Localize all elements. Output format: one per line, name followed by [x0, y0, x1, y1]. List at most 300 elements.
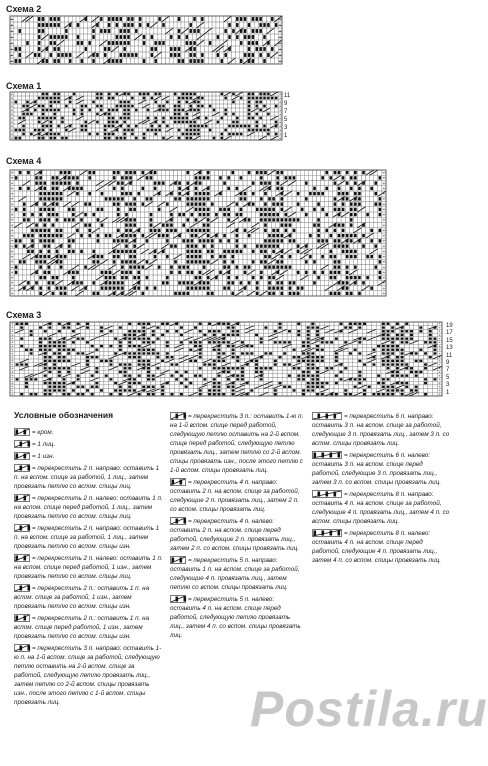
- purl-stitch-mark: [162, 281, 165, 284]
- purl-stitch-mark: [178, 192, 181, 195]
- purl-stitch-mark: [280, 239, 283, 242]
- purl-stitch-mark: [297, 218, 300, 221]
- purl-stitch-mark: [260, 271, 263, 274]
- purl-stitch-mark: [39, 229, 42, 232]
- purl-stitch-mark: [205, 117, 207, 120]
- purl-stitch-mark: [189, 41, 191, 45]
- purl-stitch-mark: [53, 113, 55, 116]
- purl-stitch-mark: [240, 208, 243, 211]
- purl-stitch-mark: [121, 271, 124, 274]
- purl-stitch-mark: [150, 171, 153, 174]
- purl-stitch-mark: [76, 271, 79, 274]
- purl-stitch-mark: [105, 197, 108, 200]
- purl-stitch-mark: [76, 176, 79, 179]
- purl-stitch-mark: [123, 133, 125, 136]
- purl-stitch-mark: [201, 17, 203, 21]
- purl-stitch-mark: [275, 125, 277, 128]
- purl-stitch-mark: [338, 234, 341, 237]
- purl-stitch-mark: [127, 53, 129, 57]
- edge-stitch-mark: +: [10, 270, 14, 277]
- purl-stitch-mark: [236, 239, 239, 242]
- purl-stitch-mark: [166, 125, 168, 128]
- purl-stitch-mark: [285, 218, 288, 221]
- purl-stitch-mark: [162, 181, 165, 184]
- purl-stitch-mark: [174, 121, 176, 124]
- purl-stitch-mark: [166, 229, 169, 232]
- purl-stitch-mark: [244, 265, 247, 268]
- purl-stitch-mark: [268, 187, 271, 190]
- purl-stitch-mark: [236, 234, 239, 237]
- purl-stitch-mark: [268, 208, 271, 211]
- purl-stitch-mark: [195, 260, 198, 263]
- purl-stitch-mark: [81, 109, 83, 112]
- purl-stitch-mark: [56, 260, 59, 263]
- purl-stitch-mark: [189, 105, 191, 108]
- purl-stitch-mark: [199, 213, 202, 216]
- purl-stitch-mark: [248, 105, 250, 108]
- purl-stitch-mark: [60, 255, 63, 258]
- purl-stitch-mark: [166, 276, 169, 279]
- purl-stitch-mark: [186, 113, 188, 116]
- purl-stitch-mark: [182, 121, 184, 124]
- edge-stitch-mark: +: [10, 275, 14, 282]
- purl-stitch-mark: [92, 255, 95, 258]
- purl-stitch-mark: [350, 218, 353, 221]
- purl-stitch-mark: [379, 197, 382, 200]
- purl-stitch-mark: [203, 208, 206, 211]
- purl-stitch-mark: [186, 187, 189, 190]
- purl-stitch-mark: [117, 213, 120, 216]
- purl-stitch-mark: [252, 93, 254, 96]
- purl-stitch-mark: [131, 97, 133, 100]
- purl-stitch-mark: [248, 93, 250, 96]
- purl-stitch-mark: [280, 250, 283, 253]
- edge-stitch-mark: +: [10, 196, 14, 203]
- purl-stitch-mark: [38, 121, 40, 124]
- purl-stitch-mark: [224, 97, 226, 100]
- purl-stitch-mark: [68, 208, 71, 211]
- purl-stitch-mark: [223, 234, 226, 237]
- row-number: 7: [284, 109, 288, 115]
- purl-stitch-mark: [338, 171, 341, 174]
- purl-stitch-mark: [42, 23, 44, 27]
- purl-stitch-mark: [123, 41, 125, 45]
- purl-stitch-mark: [92, 29, 94, 33]
- purl-stitch-mark: [68, 218, 71, 221]
- purl-stitch-mark: [50, 17, 52, 21]
- purl-stitch-mark: [174, 53, 176, 57]
- purl-stitch-mark: [271, 97, 273, 100]
- purl-stitch-mark: [297, 250, 300, 253]
- purl-stitch-mark: [154, 93, 156, 96]
- purl-stitch-mark: [174, 197, 177, 200]
- row-number: 9: [284, 101, 288, 107]
- purl-stitch-mark: [362, 244, 365, 247]
- edge-stitch-mark: +: [10, 47, 14, 54]
- purl-stitch-mark: [116, 41, 118, 45]
- purl-stitch-mark: [342, 176, 345, 179]
- purl-stitch-mark: [127, 125, 129, 128]
- purl-stitch-mark: [201, 125, 203, 128]
- purl-stitch-mark: [48, 271, 51, 274]
- purl-stitch-mark: [131, 133, 133, 136]
- purl-stitch-mark: [48, 250, 51, 253]
- purl-stitch-mark: [317, 223, 320, 226]
- purl-stitch-mark: [366, 255, 369, 258]
- purl-stitch-mark: [129, 171, 132, 174]
- purl-stitch-mark: [151, 35, 153, 39]
- purl-stitch-mark: [268, 255, 271, 258]
- purl-stitch-mark: [317, 229, 320, 232]
- purl-stitch-mark: [116, 129, 118, 132]
- purl-stitch-mark: [248, 117, 250, 120]
- purl-stitch-mark: [350, 176, 353, 179]
- purl-stitch-mark: [127, 17, 129, 21]
- purl-stitch-mark: [127, 29, 129, 33]
- purl-stitch-mark: [19, 239, 22, 242]
- purl-stitch-mark: [42, 17, 44, 21]
- purl-stitch-mark: [174, 260, 177, 263]
- purl-stitch-mark: [199, 281, 202, 284]
- purl-stitch-mark: [154, 121, 156, 124]
- purl-stitch-mark: [321, 208, 324, 211]
- purl-stitch-mark: [362, 234, 365, 237]
- purl-stitch-mark: [248, 171, 251, 174]
- edge-stitch-mark: +: [10, 112, 14, 117]
- edge-stitch-mark: +: [278, 59, 282, 66]
- purl-stitch-mark: [301, 208, 304, 211]
- purl-stitch-mark: [272, 213, 275, 216]
- purl-stitch-mark: [48, 213, 51, 216]
- purl-stitch-mark: [252, 181, 255, 184]
- purl-stitch-mark: [42, 105, 44, 108]
- purl-stitch-mark: [125, 244, 128, 247]
- purl-stitch-mark: [125, 239, 128, 242]
- purl-stitch-mark: [178, 181, 181, 184]
- purl-stitch-mark: [272, 250, 275, 253]
- purl-stitch-mark: [280, 202, 283, 205]
- purl-stitch-mark: [203, 223, 206, 226]
- purl-stitch-mark: [81, 41, 83, 45]
- purl-stitch-mark: [133, 218, 136, 221]
- purl-stitch-mark: [256, 101, 258, 104]
- purl-stitch-mark: [178, 213, 181, 216]
- purl-stitch-mark: [117, 239, 120, 242]
- purl-stitch-mark: [146, 276, 149, 279]
- purl-stitch-mark: [236, 187, 239, 190]
- purl-stitch-mark: [197, 125, 199, 128]
- purl-stitch-mark: [120, 105, 122, 108]
- purl-stitch-mark: [350, 213, 353, 216]
- purl-stitch-mark: [52, 197, 55, 200]
- purl-stitch-mark: [131, 53, 133, 57]
- purl-stitch-mark: [35, 229, 38, 232]
- purl-stitch-mark: [52, 181, 55, 184]
- purl-stitch-mark: [203, 229, 206, 232]
- purl-stitch-mark: [101, 223, 104, 226]
- purl-stitch-mark: [321, 176, 324, 179]
- purl-stitch-mark: [334, 260, 337, 263]
- purl-stitch-mark: [129, 229, 132, 232]
- purl-stitch-mark: [39, 176, 42, 179]
- purl-stitch-mark: [139, 23, 141, 27]
- edge-stitch-mark: +: [10, 249, 14, 256]
- purl-stitch-mark: [65, 137, 67, 140]
- purl-stitch-mark: [186, 244, 189, 247]
- purl-stitch-mark: [203, 244, 206, 247]
- purl-stitch-mark: [133, 260, 136, 263]
- purl-stitch-mark: [259, 17, 261, 21]
- purl-stitch-mark: [321, 271, 324, 274]
- purl-stitch-mark: [186, 133, 188, 136]
- purl-stitch-mark: [85, 105, 87, 108]
- purl-stitch-mark: [213, 109, 215, 112]
- purl-stitch-mark: [123, 109, 125, 112]
- purl-stitch-mark: [268, 265, 271, 268]
- purl-stitch-mark: [338, 260, 341, 263]
- purl-stitch-mark: [207, 276, 210, 279]
- edge-stitch-mark: +: [278, 128, 282, 133]
- purl-stitch-mark: [264, 181, 267, 184]
- purl-stitch-mark: [166, 239, 169, 242]
- purl-stitch-mark: [56, 234, 59, 237]
- purl-stitch-mark: [379, 255, 382, 258]
- purl-stitch-mark: [201, 53, 203, 57]
- purl-stitch-mark: [112, 121, 114, 124]
- purl-stitch-mark: [252, 117, 254, 120]
- edge-stitch-mark: +: [10, 243, 14, 250]
- purl-stitch-mark: [39, 255, 42, 258]
- purl-stitch-mark: [43, 244, 46, 247]
- purl-stitch-mark: [195, 181, 198, 184]
- purl-stitch-mark: [27, 171, 30, 174]
- row-number: 11: [284, 93, 291, 99]
- purl-stitch-mark: [207, 176, 210, 179]
- purl-stitch-mark: [125, 250, 128, 253]
- purl-stitch-mark: [338, 265, 341, 268]
- purl-stitch-mark: [231, 171, 234, 174]
- purl-stitch-mark: [120, 125, 122, 128]
- purl-stitch-mark: [268, 276, 271, 279]
- purl-stitch-mark: [100, 109, 102, 112]
- purl-stitch-mark: [56, 229, 59, 232]
- purl-stitch-mark: [81, 113, 83, 116]
- purl-stitch-mark: [143, 59, 145, 63]
- purl-stitch-mark: [223, 213, 226, 216]
- purl-stitch-mark: [354, 276, 357, 279]
- purl-stitch-mark: [35, 176, 38, 179]
- purl-stitch-mark: [259, 117, 261, 120]
- purl-stitch-mark: [22, 125, 24, 128]
- purl-stitch-mark: [236, 17, 238, 21]
- purl-stitch-mark: [191, 213, 194, 216]
- purl-stitch-mark: [129, 181, 132, 184]
- purl-stitch-mark: [244, 229, 247, 232]
- purl-stitch-mark: [207, 192, 210, 195]
- purl-stitch-mark: [276, 187, 279, 190]
- purl-stitch-mark: [77, 41, 79, 45]
- purl-stitch-mark: [52, 208, 55, 211]
- purl-stitch-mark: [346, 197, 349, 200]
- purl-stitch-mark: [189, 47, 191, 51]
- purl-stitch-mark: [240, 133, 242, 136]
- purl-stitch-mark: [113, 171, 116, 174]
- purl-stitch-mark: [350, 276, 353, 279]
- purl-stitch-mark: [182, 213, 185, 216]
- purl-stitch-mark: [354, 208, 357, 211]
- purl-stitch-mark: [123, 137, 125, 140]
- purl-stitch-mark: [207, 223, 210, 226]
- purl-stitch-mark: [113, 239, 116, 242]
- purl-stitch-mark: [199, 271, 202, 274]
- purl-stitch-mark: [26, 105, 28, 108]
- purl-stitch-mark: [193, 53, 195, 57]
- purl-stitch-mark: [182, 117, 184, 120]
- edge-stitch-mark: +: [382, 191, 386, 198]
- purl-stitch-mark: [236, 117, 238, 120]
- purl-stitch-mark: [325, 229, 328, 232]
- purl-stitch-mark: [195, 244, 198, 247]
- purl-stitch-mark: [129, 234, 132, 237]
- purl-stitch-mark: [276, 202, 279, 205]
- purl-stitch-mark: [48, 244, 51, 247]
- purl-stitch-mark: [57, 23, 59, 27]
- purl-stitch-mark: [325, 171, 328, 174]
- purl-stitch-mark: [260, 181, 263, 184]
- purl-stitch-mark: [217, 53, 219, 57]
- purl-stitch-mark: [197, 105, 199, 108]
- purl-stitch-mark: [154, 133, 156, 136]
- purl-stitch-mark: [39, 234, 42, 237]
- edge-stitch-mark: +: [382, 222, 386, 229]
- purl-stitch-mark: [38, 29, 40, 33]
- purl-stitch-mark: [60, 192, 63, 195]
- purl-stitch-mark: [199, 202, 202, 205]
- purl-stitch-mark: [227, 218, 230, 221]
- purl-stitch-mark: [131, 17, 133, 21]
- purl-stitch-mark: [52, 192, 55, 195]
- purl-stitch-mark: [267, 97, 269, 100]
- purl-stitch-mark: [57, 53, 59, 57]
- purl-stitch-mark: [81, 105, 83, 108]
- purl-stitch-mark: [121, 181, 124, 184]
- purl-stitch-mark: [252, 202, 255, 205]
- purl-stitch-mark: [236, 250, 239, 253]
- purl-stitch-mark: [240, 97, 242, 100]
- purl-stitch-mark: [147, 23, 149, 27]
- purl-stitch-mark: [195, 197, 198, 200]
- purl-stitch-mark: [108, 133, 110, 136]
- purl-stitch-mark: [350, 234, 353, 237]
- purl-stitch-mark: [248, 234, 251, 237]
- purl-stitch-mark: [272, 202, 275, 205]
- purl-stitch-mark: [256, 244, 259, 247]
- purl-stitch-mark: [197, 109, 199, 112]
- knitting-chart-2: [10, 16, 282, 64]
- purl-stitch-mark: [272, 239, 275, 242]
- purl-stitch-mark: [321, 255, 324, 258]
- purl-stitch-mark: [92, 260, 95, 263]
- purl-stitch-mark: [105, 271, 108, 274]
- purl-stitch-mark: [346, 244, 349, 247]
- purl-stitch-mark: [264, 244, 267, 247]
- purl-stitch-mark: [309, 192, 312, 195]
- purl-stitch-mark: [166, 255, 169, 258]
- purl-stitch-mark: [259, 93, 261, 96]
- purl-stitch-mark: [170, 271, 173, 274]
- purl-stitch-mark: [39, 276, 42, 279]
- purl-stitch-mark: [109, 197, 112, 200]
- purl-stitch-mark: [97, 234, 100, 237]
- purl-stitch-mark: [100, 17, 102, 21]
- edge-stitch-mark: +: [10, 207, 14, 214]
- purl-stitch-mark: [285, 223, 288, 226]
- purl-stitch-mark: [264, 218, 267, 221]
- purl-stitch-mark: [35, 202, 38, 205]
- purl-stitch-mark: [280, 255, 283, 258]
- purl-stitch-mark: [264, 265, 267, 268]
- purl-stitch-mark: [338, 213, 341, 216]
- purl-stitch-mark: [280, 208, 283, 211]
- purl-stitch-mark: [366, 213, 369, 216]
- purl-stitch-mark: [178, 281, 181, 284]
- purl-stitch-mark: [207, 239, 210, 242]
- edge-stitch-mark: +: [382, 212, 386, 219]
- purl-stitch-mark: [285, 176, 288, 179]
- purl-stitch-mark: [121, 234, 124, 237]
- purl-stitch-mark: [43, 202, 46, 205]
- purl-stitch-mark: [203, 265, 206, 268]
- purl-stitch-mark: [150, 223, 153, 226]
- purl-stitch-mark: [276, 271, 279, 274]
- purl-stitch-mark: [158, 41, 160, 45]
- purl-stitch-mark: [334, 202, 337, 205]
- purl-stitch-mark: [221, 137, 223, 140]
- purl-stitch-mark: [143, 97, 145, 100]
- purl-stitch-mark: [123, 23, 125, 27]
- purl-stitch-mark: [56, 192, 59, 195]
- purl-stitch-mark: [236, 202, 239, 205]
- purl-stitch-mark: [72, 281, 75, 284]
- purl-stitch-mark: [227, 187, 230, 190]
- purl-stitch-mark: [97, 255, 100, 258]
- purl-stitch-mark: [72, 250, 75, 253]
- purl-stitch-mark: [15, 271, 18, 274]
- purl-stitch-mark: [268, 244, 271, 247]
- purl-stitch-mark: [80, 187, 83, 190]
- purl-stitch-mark: [236, 265, 239, 268]
- purl-stitch-mark: [240, 17, 242, 21]
- purl-stitch-mark: [293, 239, 296, 242]
- purl-stitch-mark: [252, 192, 255, 195]
- purl-stitch-mark: [129, 265, 132, 268]
- purl-stitch-mark: [186, 218, 189, 221]
- purl-stitch-mark: [108, 121, 110, 124]
- purl-stitch-mark: [342, 250, 345, 253]
- purl-stitch-mark: [199, 171, 202, 174]
- purl-stitch-mark: [84, 213, 87, 216]
- purl-stitch-mark: [207, 187, 210, 190]
- purl-stitch-mark: [108, 125, 110, 128]
- purl-stitch-mark: [219, 192, 222, 195]
- purl-stitch-mark: [252, 260, 255, 263]
- purl-stitch-mark: [57, 17, 59, 21]
- purl-stitch-mark: [362, 181, 365, 184]
- purl-stitch-mark: [81, 59, 83, 63]
- purl-stitch-mark: [39, 171, 42, 174]
- purl-stitch-mark: [342, 244, 345, 247]
- purl-stitch-mark: [52, 176, 55, 179]
